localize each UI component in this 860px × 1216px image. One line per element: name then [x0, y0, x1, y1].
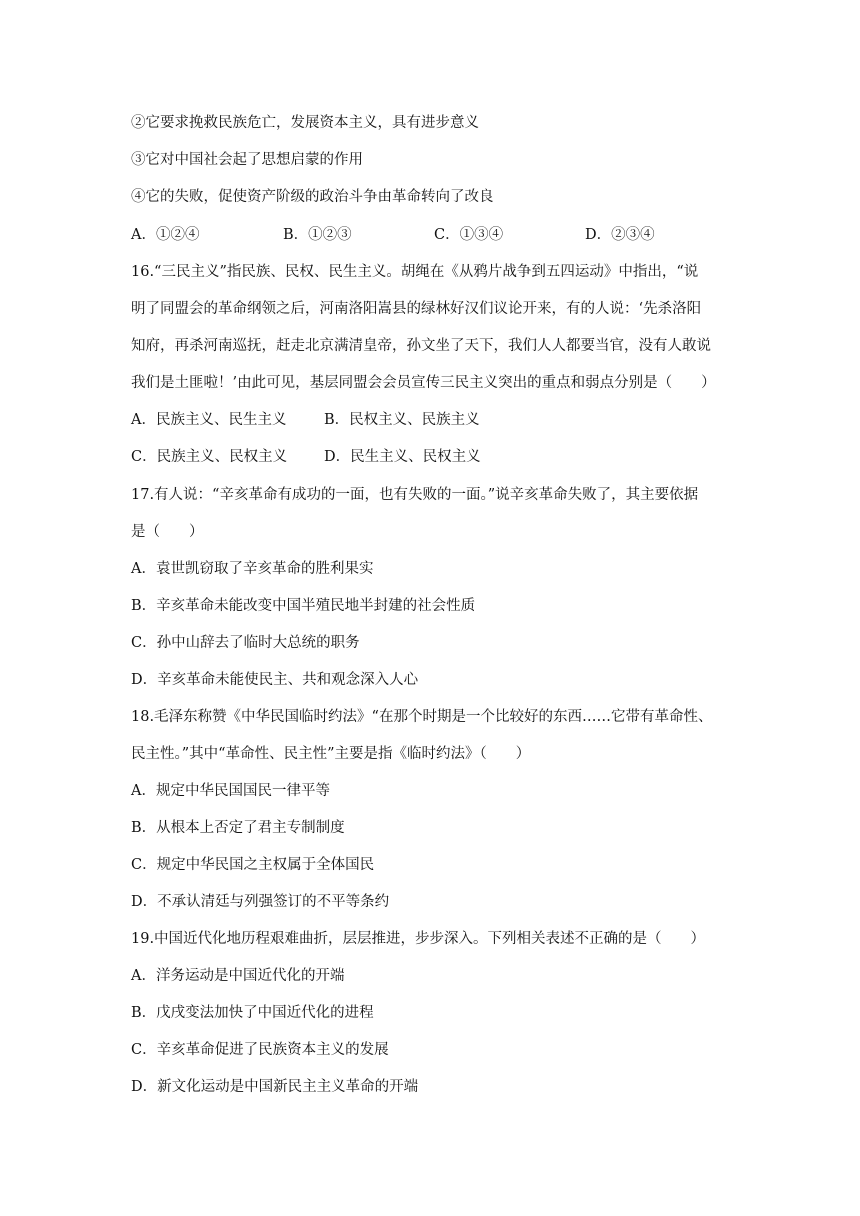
q16-option-d[interactable]: D．民生主义、民权主义 [324, 449, 481, 465]
q18-option-d[interactable]: D．不承认清廷与列强签订的不平等条约 [131, 894, 390, 910]
q16-stem-line-2: 明了同盟会的革命纲领之后，河南洛阳嵩县的绿林好汉们议论开来，有的人说：‘先杀洛阳 [131, 301, 702, 317]
q16-stem-line-1: 16.“三民主义”指民族、民权、民生主义。胡绳在《从鸦片战争到五四运动》中指出，“说 [131, 264, 699, 280]
q18-option-c[interactable]: C．规定中华民国之主权属于全体国民 [131, 857, 375, 873]
q15-item-2: ②它要求挽救民族危亡，发展资本主义，具有进步意义 [131, 115, 479, 131]
q15-item-4: ④它的失败，促使资产阶级的政治斗争由革命转向了改良 [131, 189, 494, 205]
q19-option-c[interactable]: C．辛亥革命促进了民族资本主义的发展 [131, 1042, 389, 1058]
q15-item-3: ③它对中国社会起了思想启蒙的作用 [131, 152, 363, 168]
q19-stem-line-1: 19.中国近代化地历程艰难曲折，层层推进，步步深入。下列相关表述不正确的是（ ） [131, 931, 706, 947]
q15-option-b[interactable]: B．①②③ [283, 227, 352, 243]
q17-stem-line-1: 17.有人说：“辛亥革命有成功的一面，也有失败的一面。”说辛亥革命失败了，其主要依据 [131, 487, 699, 503]
q16-option-b[interactable]: B．民权主义、民族主义 [324, 412, 480, 428]
q19-option-d[interactable]: D．新文化运动是中国新民主主义革命的开端 [131, 1079, 419, 1095]
q16-stem-line-3: 知府，再杀河南巡抚，赶走北京满清皇帝，孙文坐了天下，我们人人都要当官，没有人敢说 [131, 338, 711, 354]
q15-option-a[interactable]: A．①②④ [131, 227, 200, 243]
q15-option-d[interactable]: D．②③④ [585, 227, 655, 243]
q18-stem-line-1: 18.毛泽东称赞《中华民国临时约法》“在那个时期是一个比较好的东西……它带有革命性、 [131, 709, 713, 725]
q18-option-a[interactable]: A．规定中华民国国民一律平等 [131, 783, 330, 799]
q19-option-a[interactable]: A．洋务运动是中国近代化的开端 [131, 968, 345, 984]
q17-option-a[interactable]: A．袁世凯窃取了辛亥革命的胜利果实 [131, 561, 374, 577]
q17-option-b[interactable]: B．辛亥革命未能改变中国半殖民地半封建的社会性质 [131, 598, 476, 614]
q16-stem-line-4: 我们是土匪啦！’由此可见，基层同盟会会员宣传三民主义突出的重点和弱点分别是（ ） [131, 375, 716, 391]
q16-option-a[interactable]: A．民族主义、民生主义 [131, 412, 287, 428]
q18-option-b[interactable]: B．从根本上否定了君主专制制度 [131, 820, 345, 836]
q15-option-c[interactable]: C．①③④ [434, 227, 504, 243]
q17-option-d[interactable]: D．辛亥革命未能使民主、共和观念深入人心 [131, 672, 419, 688]
q17-stem-line-2: 是（ ） [131, 524, 204, 540]
q19-option-b[interactable]: B．戊戌变法加快了中国近代化的进程 [131, 1005, 374, 1021]
q18-stem-line-2: 民主性。”其中“革命性、民主性”主要是指《临时约法》（ ） [131, 746, 531, 762]
q17-option-c[interactable]: C．孙中山辞去了临时大总统的职务 [131, 635, 360, 651]
q16-option-c[interactable]: C．民族主义、民权主义 [131, 449, 288, 465]
